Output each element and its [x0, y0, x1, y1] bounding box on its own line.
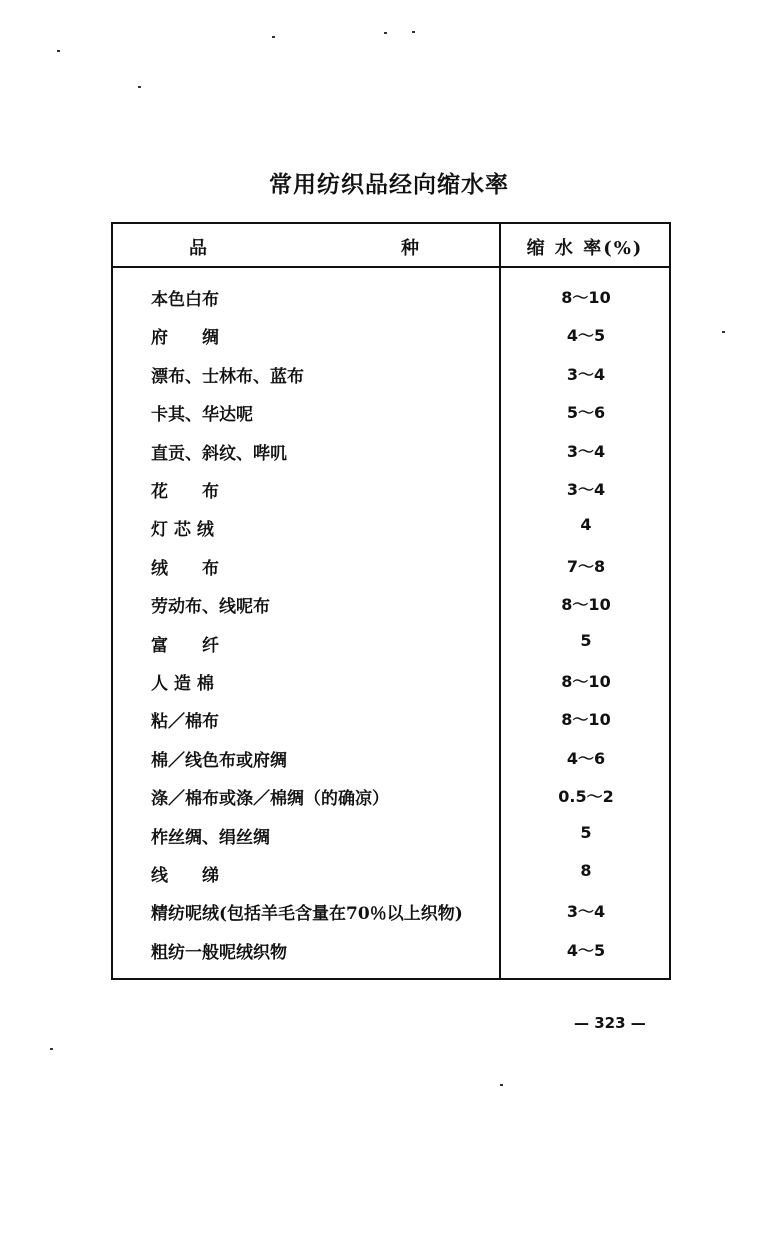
scan-speck	[57, 50, 60, 52]
shrinkage-value: 0.5～2	[558, 787, 614, 807]
fabric-name: 粗纺一般呢绒织物	[151, 942, 287, 963]
table-row	[113, 741, 669, 780]
table-row	[113, 472, 669, 511]
shrinkage-value: 7～8	[566, 556, 606, 576]
header-divider	[113, 266, 669, 268]
table-row	[113, 779, 669, 818]
scan-speck	[500, 1084, 503, 1086]
scan-speck	[384, 32, 387, 34]
fabric-name: 灯 芯 绒	[151, 520, 214, 541]
header-variety-char1: 品	[189, 238, 207, 259]
shrinkage-value: 8	[580, 861, 592, 880]
fabric-name: 线 绨	[151, 866, 219, 886]
table-row	[113, 357, 669, 396]
fabric-name: 粘／棉布	[151, 712, 219, 733]
table-row	[113, 395, 669, 434]
fabric-name: 直贡、斜纹、哔叽	[151, 443, 287, 464]
fabric-name: 劳动布、线呢布	[151, 597, 270, 618]
table-row	[113, 587, 669, 626]
scan-speck	[138, 86, 141, 88]
shrinkage-value: 4	[580, 515, 592, 535]
header-shrinkage-rate: 缩 水 率(%)	[526, 238, 644, 259]
shrinkage-value: 5～6	[566, 403, 606, 423]
scan-speck	[412, 31, 415, 33]
header-variety-char2: 种	[401, 238, 419, 259]
table-row	[113, 280, 669, 319]
scan-speck	[50, 1048, 53, 1050]
shrinkage-value: 4～5	[566, 326, 606, 346]
table-row	[113, 933, 669, 972]
table-row	[113, 510, 669, 549]
fabric-name: 卡其、华达呢	[151, 405, 253, 426]
page-number: — 323 —	[574, 1014, 646, 1032]
page-title: 常用纺织品经向缩水率	[269, 171, 509, 198]
fabric-name: 富 纤	[151, 635, 219, 656]
scan-speck	[272, 36, 275, 38]
table-row	[113, 318, 669, 357]
shrinkage-value: 3～4	[566, 441, 606, 461]
shrinkage-value: 8～10	[561, 672, 611, 691]
table-row	[113, 702, 669, 741]
table-row	[113, 894, 669, 933]
fabric-name: 花 布	[151, 482, 219, 502]
fabric-name: 绒 布	[151, 558, 219, 579]
table-row	[113, 664, 669, 703]
shrinkage-value: 5	[580, 822, 592, 842]
fabric-name: 本色白布	[151, 290, 219, 310]
shrinkage-value: 3～4	[566, 480, 606, 499]
shrinkage-value: 4～6	[566, 748, 606, 768]
shrinkage-value: 3～4	[566, 902, 606, 922]
scan-speck	[722, 331, 725, 333]
fabric-name: 漂布、士林布、蓝布	[151, 366, 304, 387]
fabric-name: 精纺呢绒(包括羊毛含量在70％以上织物)	[151, 904, 463, 925]
table-row	[113, 549, 669, 588]
shrinkage-table	[111, 222, 671, 980]
shrinkage-value: 4～5	[566, 940, 606, 960]
table-row	[113, 856, 669, 895]
shrinkage-value: 8～10	[561, 288, 611, 307]
shrinkage-value: 5	[580, 630, 592, 650]
table-row	[113, 818, 669, 857]
fabric-name: 柞丝绸、绢丝绸	[151, 827, 270, 848]
shrinkage-value: 8～10	[561, 595, 611, 615]
fabric-name: 人 造 棉	[151, 674, 214, 694]
table-row	[113, 626, 669, 665]
shrinkage-value: 3～4	[566, 364, 606, 384]
shrinkage-value: 8～10	[561, 710, 611, 730]
fabric-name: 棉／线色布或府绸	[151, 750, 287, 771]
fabric-name: 府 绸	[151, 328, 219, 349]
table-row	[113, 434, 669, 473]
fabric-name: 涤／棉布或涤／棉绸（的确凉）	[151, 789, 389, 810]
